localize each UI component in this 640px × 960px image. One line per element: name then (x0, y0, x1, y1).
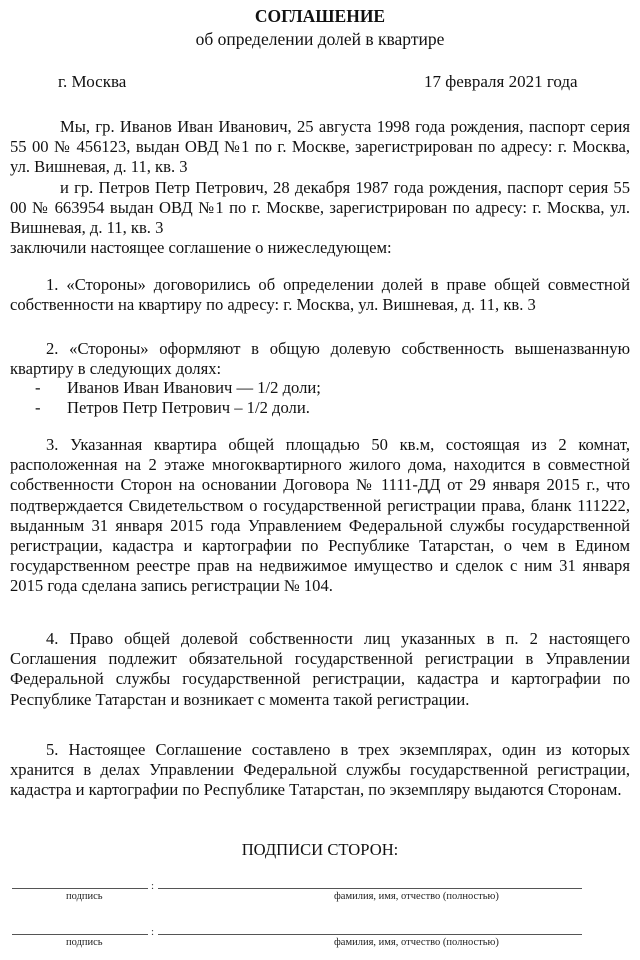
signature-line (12, 888, 148, 889)
full-name-line (158, 888, 582, 889)
full-name-line (158, 934, 582, 935)
clause-2-text: 2. «Стороны» оформляют в общую долевую собственность вышеназванную квартиру в следующих долях: (10, 339, 630, 379)
intro-paragraph (10, 238, 630, 258)
intro-text: заключили настоящее соглашение о нижеследующем: (10, 238, 392, 257)
share-item-dash: - (35, 398, 41, 417)
share-item-dash: - (35, 378, 41, 397)
signature-row-2 (0, 928, 640, 958)
signature-line (12, 934, 148, 935)
full-name-caption: фамилия, имя, отчество (полностью) (334, 937, 499, 948)
signature-row-1 (0, 882, 640, 912)
clause-1-text: 1. «Стороны» договорились об определении долей в праве общей совместной собственности на квартиру по адресу: г. Москва, ул. Вишневая, д. 11, кв. 3 (10, 275, 630, 315)
party-1-paragraph (10, 117, 630, 178)
clause-1 (10, 275, 630, 315)
party-2-text: и гр. Петров Петр Петрович, 28 декабря 1987 года рождения, паспорт серия 55 00 № 663954 выдан ОВД №1 по г. Москве, зарегистрирован по адресу: г. Москва, ул. Вишневая, д. 11, кв. 3 (10, 178, 630, 238)
share-item-text: Иванов Иван Иванович — 1/2 доли; (67, 378, 321, 397)
signatures-heading: ПОДПИСИ СТОРОН: (241, 840, 399, 859)
clause-3-text: 3. Указанная квартира общей площадью 50 кв.м, состоящая из 2 комнат, расположенная на 2 этаже многоквартирного жилого дома, находится в совместной собственности Сторон на основании Договора № 1111-ДД от 29 января 2015 г., что подтверждается Свидетельством о государственной регистрации права, бланк 111222, выданным 31 января 2015 года Управлением Федеральной службы государственной регистрации, кадастра и картографии по Республике Татарстан, о чем в Едином государственном реестре прав на недвижимое имущество и сделок с ним 31 января 2015 года сделана запись регистрации № 104. (10, 435, 630, 596)
clause-5 (10, 740, 630, 801)
clause-3 (10, 435, 630, 597)
party-1-text: Мы, гр. Иванов Иван Иванович, 25 августа 1998 года рождения, паспорт серия 55 00 № 456123, выдан ОВД №1 по г. Москве, зарегистрирован по адресу: г. Москва, ул. Вишневая, д. 11, кв. 3 (10, 117, 630, 177)
clause-2 (10, 339, 630, 379)
clause-4-text: 4. Право общей долевой собственности лиц указанных в п. 2 настоящего Соглашения подлежит обязательной государственной регистрации в Управлении Федеральной службы государственной регистрации, кадастра и картографии по Республике Татарстан и возникает с момента такой регистрации. (10, 629, 630, 709)
party-2-paragraph (10, 178, 630, 239)
clause-4 (10, 629, 630, 710)
signature-colon: : (151, 880, 155, 892)
signature-colon: : (151, 926, 155, 938)
signature-caption: подпись (66, 937, 103, 948)
clause-5-text: 5. Настоящее Соглашение составлено в трех экземплярах, один из которых хранится в делах Управлении Федеральной службы государственной регистрации, кадастра и картографии по Республике Татарстан, по экземпляру выдаются Сторонам. (10, 740, 630, 800)
document-city: г. Москва (58, 72, 127, 91)
document-date: 17 февраля 2021 года (424, 72, 578, 91)
signature-caption: подпись (66, 891, 103, 902)
document-title: СОГЛАШЕНИЕ (254, 6, 386, 26)
share-item-text: Петров Петр Петрович – 1/2 доли. (67, 398, 310, 417)
document-subtitle: об определении долей в квартире (195, 29, 445, 49)
full-name-caption: фамилия, имя, отчество (полностью) (334, 891, 499, 902)
